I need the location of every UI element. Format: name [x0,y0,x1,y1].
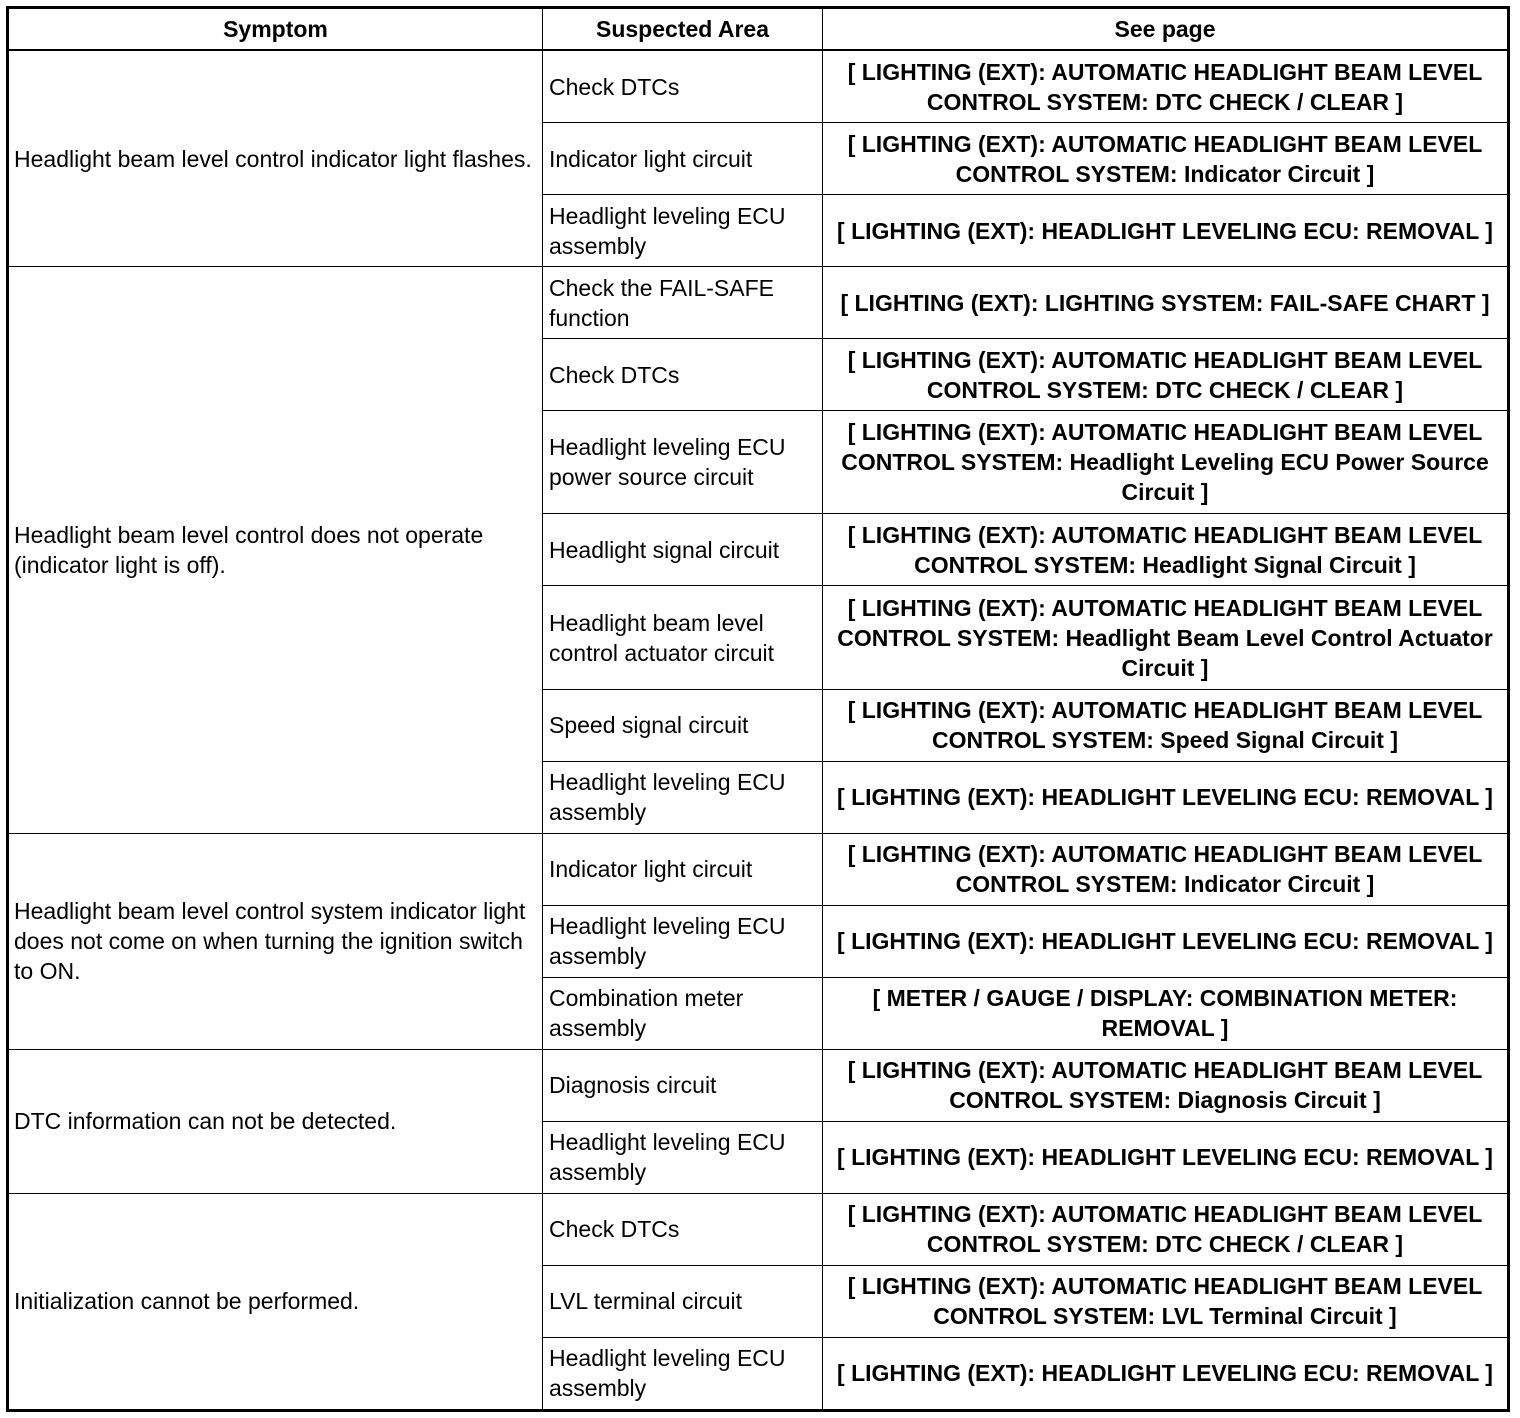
symptom-cell: Headlight beam level control does not operate (indicator light is off). [8,267,543,834]
suspected-area-cell: Headlight leveling ECU assembly [543,1121,823,1193]
suspected-area-cell: LVL terminal circuit [543,1265,823,1337]
see-page-link[interactable]: [ LIGHTING (EXT): AUTOMATIC HEADLIGHT BEAM LEVEL CONTROL SYSTEM: DTC CHECK / CLEAR ] [823,1193,1509,1265]
suspected-area-cell: Indicator light circuit [543,123,823,195]
see-page-link[interactable]: [ LIGHTING (EXT): LIGHTING SYSTEM: FAIL-SAFE CHART ] [823,267,1509,339]
see-page-link[interactable]: [ METER / GAUGE / DISPLAY: COMBINATION METER: REMOVAL ] [823,977,1509,1049]
see-page-link[interactable]: [ LIGHTING (EXT): AUTOMATIC HEADLIGHT BEAM LEVEL CONTROL SYSTEM: DTC CHECK / CLEAR ] [823,50,1509,123]
see-page-link[interactable]: [ LIGHTING (EXT): HEADLIGHT LEVELING ECU: REMOVAL ] [823,1121,1509,1193]
suspected-area-cell: Check DTCs [543,339,823,411]
suspected-area-cell: Diagnosis circuit [543,1049,823,1121]
see-page-link[interactable]: [ LIGHTING (EXT): AUTOMATIC HEADLIGHT BEAM LEVEL CONTROL SYSTEM: Headlight Leveling ECU Power Source Circuit ] [823,411,1509,514]
symptom-cell: Initialization cannot be performed. [8,1193,543,1410]
symptom-cell: Headlight beam level control system indicator light does not come on when turning the ignition switch to ON. [8,833,543,1049]
suspected-area-cell: Headlight leveling ECU assembly [543,1337,823,1410]
suspected-area-cell: Check DTCs [543,1193,823,1265]
table-row [8,1193,1509,1265]
see-page-link[interactable]: [ LIGHTING (EXT): HEADLIGHT LEVELING ECU: REMOVAL ] [823,1337,1509,1410]
see-page-link[interactable]: [ LIGHTING (EXT): AUTOMATIC HEADLIGHT BEAM LEVEL CONTROL SYSTEM: Speed Signal Circuit ] [823,689,1509,761]
table-row [8,267,1509,339]
symptom-cell: DTC information can not be detected. [8,1049,543,1193]
header-suspected-area: Suspected Area [543,8,823,51]
suspected-area-cell: Indicator light circuit [543,833,823,905]
header-see-page: See page [823,8,1509,51]
see-page-link[interactable]: [ LIGHTING (EXT): AUTOMATIC HEADLIGHT BEAM LEVEL CONTROL SYSTEM: LVL Terminal Circuit ] [823,1265,1509,1337]
suspected-area-cell: Check DTCs [543,50,823,123]
see-page-link[interactable]: [ LIGHTING (EXT): AUTOMATIC HEADLIGHT BEAM LEVEL CONTROL SYSTEM: Indicator Circuit ] [823,123,1509,195]
see-page-link[interactable]: [ LIGHTING (EXT): AUTOMATIC HEADLIGHT BEAM LEVEL CONTROL SYSTEM: DTC CHECK / CLEAR ] [823,339,1509,411]
see-page-link[interactable]: [ LIGHTING (EXT): HEADLIGHT LEVELING ECU: REMOVAL ] [823,195,1509,267]
see-page-link[interactable]: [ LIGHTING (EXT): HEADLIGHT LEVELING ECU: REMOVAL ] [823,905,1509,977]
suspected-area-cell: Combination meter assembly [543,977,823,1049]
see-page-link[interactable]: [ LIGHTING (EXT): AUTOMATIC HEADLIGHT BEAM LEVEL CONTROL SYSTEM: Headlight Beam Level Control Actuator Circuit ] [823,586,1509,689]
suspected-area-cell: Headlight leveling ECU power source circuit [543,411,823,514]
symptom-cell: Headlight beam level control indicator light flashes. [8,50,543,267]
see-page-link[interactable]: [ LIGHTING (EXT): HEADLIGHT LEVELING ECU: REMOVAL ] [823,761,1509,833]
table-row [8,1049,1509,1121]
suspected-area-cell: Check the FAIL-SAFE function [543,267,823,339]
see-page-link[interactable]: [ LIGHTING (EXT): AUTOMATIC HEADLIGHT BEAM LEVEL CONTROL SYSTEM: Indicator Circuit ] [823,833,1509,905]
suspected-area-cell: Speed signal circuit [543,689,823,761]
table-row [8,50,1509,123]
suspected-area-cell: Headlight leveling ECU assembly [543,905,823,977]
see-page-link[interactable]: [ LIGHTING (EXT): AUTOMATIC HEADLIGHT BEAM LEVEL CONTROL SYSTEM: Headlight Signal Circuit ] [823,514,1509,586]
header-row [8,8,1509,51]
suspected-area-cell: Headlight leveling ECU assembly [543,761,823,833]
see-page-link[interactable]: [ LIGHTING (EXT): AUTOMATIC HEADLIGHT BEAM LEVEL CONTROL SYSTEM: Diagnosis Circuit ] [823,1049,1509,1121]
suspected-area-cell: Headlight signal circuit [543,514,823,586]
suspected-area-cell: Headlight leveling ECU assembly [543,195,823,267]
symptom-table [6,6,1510,1412]
table-row [8,833,1509,905]
suspected-area-cell: Headlight beam level control actuator circuit [543,586,823,689]
header-symptom: Symptom [8,8,543,51]
